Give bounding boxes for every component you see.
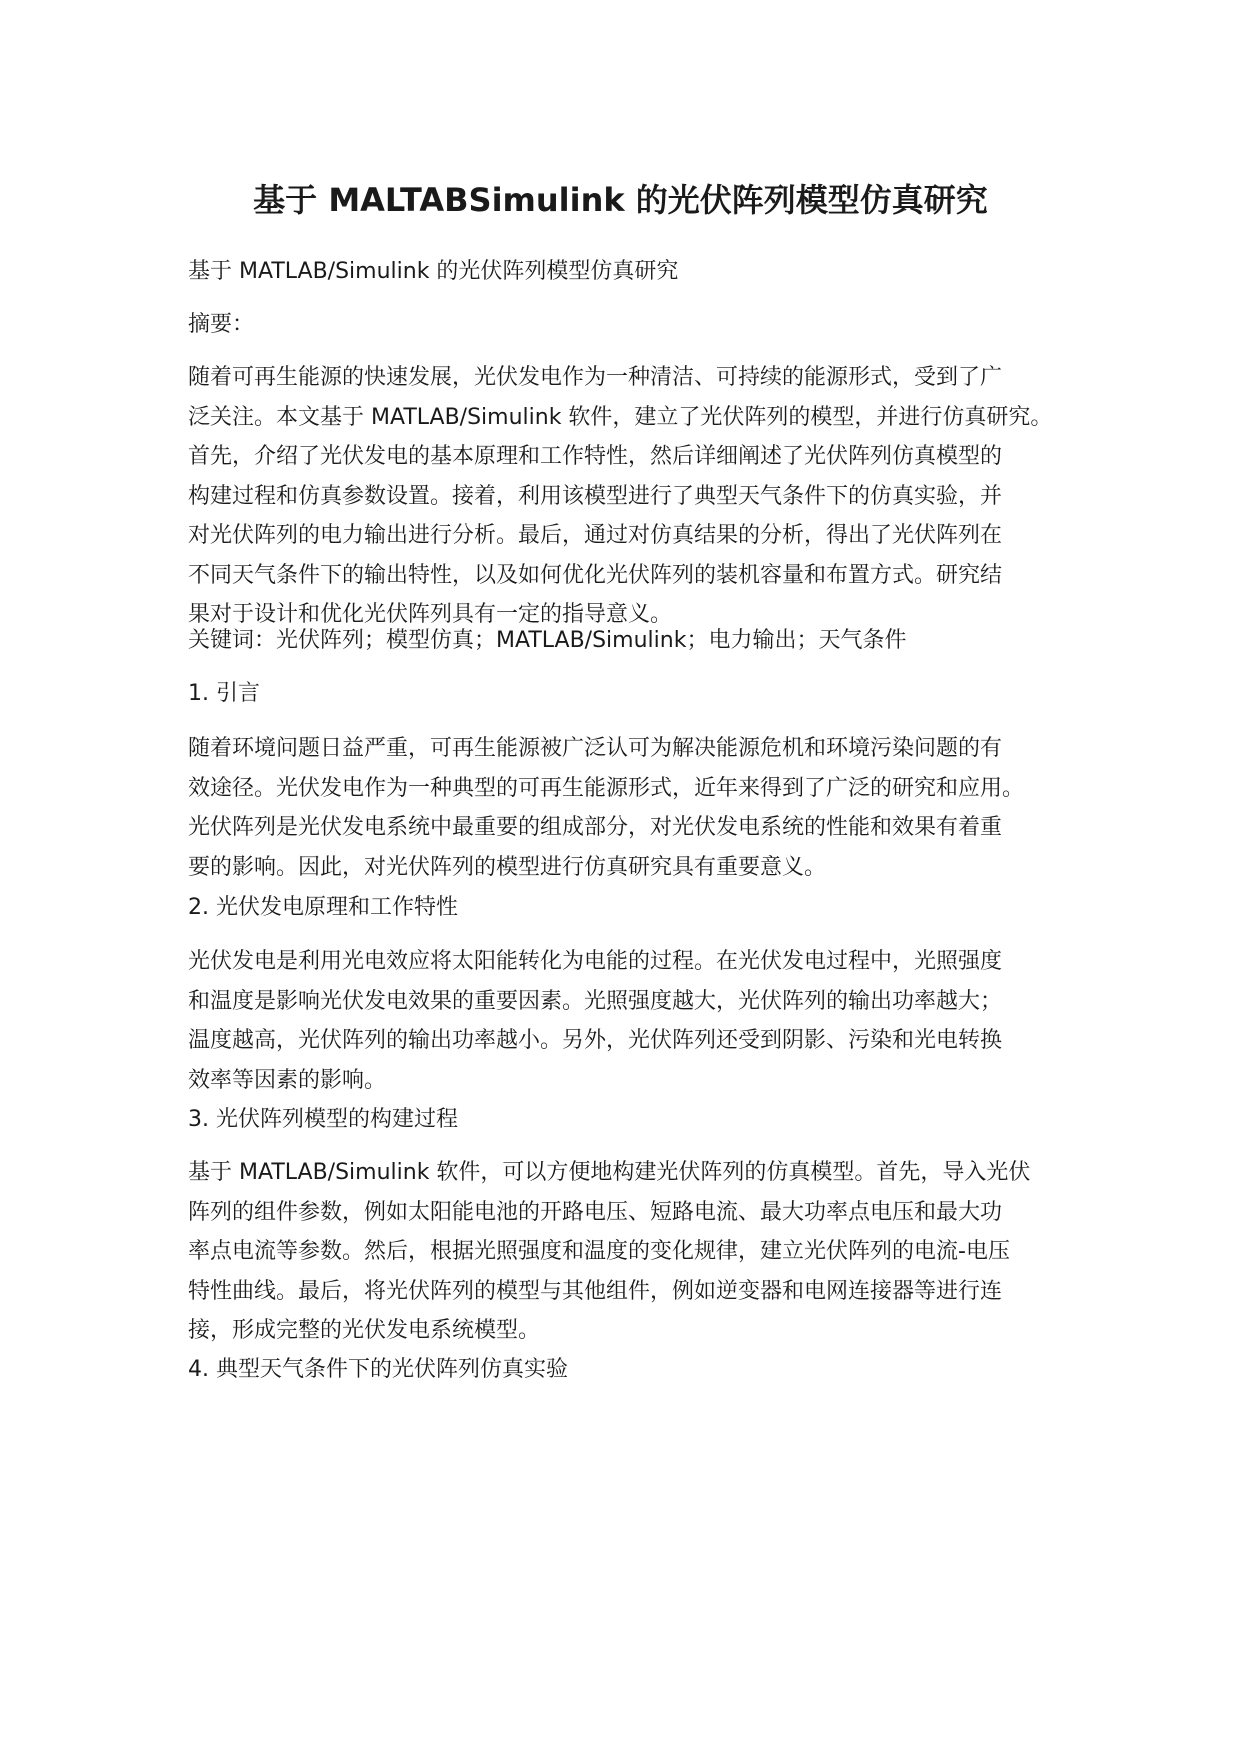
abstract-paragraph: 随着可再生能源的快速发展，光伏发电作为一种清洁、可持续的能源形式，受到了广 泛关注。本文基于 MATLAB/Simulink 软件，建立了光伏阵列的模型，并进行仿真研究。 首先，介绍了光伏发电的基本原理和工作特性，然后详细阐述了光伏阵列仿真模型的 构建过程和仿真参数设置。接着，利用该模型进行了典型天气条件下的仿真实验，并 对光伏阵列的电力输出进行分析。最后，通过对仿真结果的分析，得出了光伏阵列在 不同天气条件下的输出特性，以及如何优化光伏阵列的装机容量和布置方式。研究结 果对于设计和优化光伏阵列具有一定的指导意义。: [188, 365, 1053, 627]
keywords-line: 关键词：光伏阵列；模型仿真；MATLAB/Simulink；电力输出；天气条件: [188, 628, 907, 653]
section-paragraph-model-construction: 基于 MATLAB/Simulink 软件，可以方便地构建光伏阵列的仿真模型。首先，导入光伏 阵列的组件参数，例如太阳能电池的开路电压、短路电流、最大功率点电压和最大功 率点电流等参数。然后，根据光照强度和温度的变化规律，建立光伏阵列的电流-电压 特性曲线。最后，将光伏阵列的模型与其他组件，例如逆变器和电网连接器等进行连 接，形成完整的光伏发电系统模型。: [188, 1160, 1031, 1343]
document-title: 基于 MALTABSimulink 的光伏阵列模型仿真研究: [253, 181, 988, 219]
section-heading-introduction: 1. 引言: [188, 681, 260, 706]
abstract-label: 摘要：: [188, 312, 255, 337]
section-heading-principles: 2. 光伏发电原理和工作特性: [188, 895, 458, 920]
section-paragraph-principles: 光伏发电是利用光电效应将太阳能转化为电能的过程。在光伏发电过程中，光照强度 和温度是影响光伏发电效果的重要因素。光照强度越大，光伏阵列的输出功率越大； 温度越高，光伏阵列的输出功率越小。另外，光伏阵列还受到阴影、污染和光电转换 效率等因素的影响。: [188, 949, 1003, 1093]
section-heading-model-construction: 3. 光伏阵列模型的构建过程: [188, 1107, 458, 1132]
document-subtitle: 基于 MATLAB/Simulink 的光伏阵列模型仿真研究: [188, 259, 679, 284]
section-paragraph-introduction: 随着环境问题日益严重，可再生能源被广泛认可为解决能源危机和环境污染问题的有 效途径。光伏发电作为一种典型的可再生能源形式，近年来得到了广泛的研究和应用。 光伏阵列是光伏发电系统中最重要的组成部分，对光伏发电系统的性能和效果有着重 要的影响。因此，对光伏阵列的模型进行仿真研究具有重要意义。: [188, 736, 1025, 880]
section-heading-simulation-experiment: 4. 典型天气条件下的光伏阵列仿真实验: [188, 1357, 568, 1382]
